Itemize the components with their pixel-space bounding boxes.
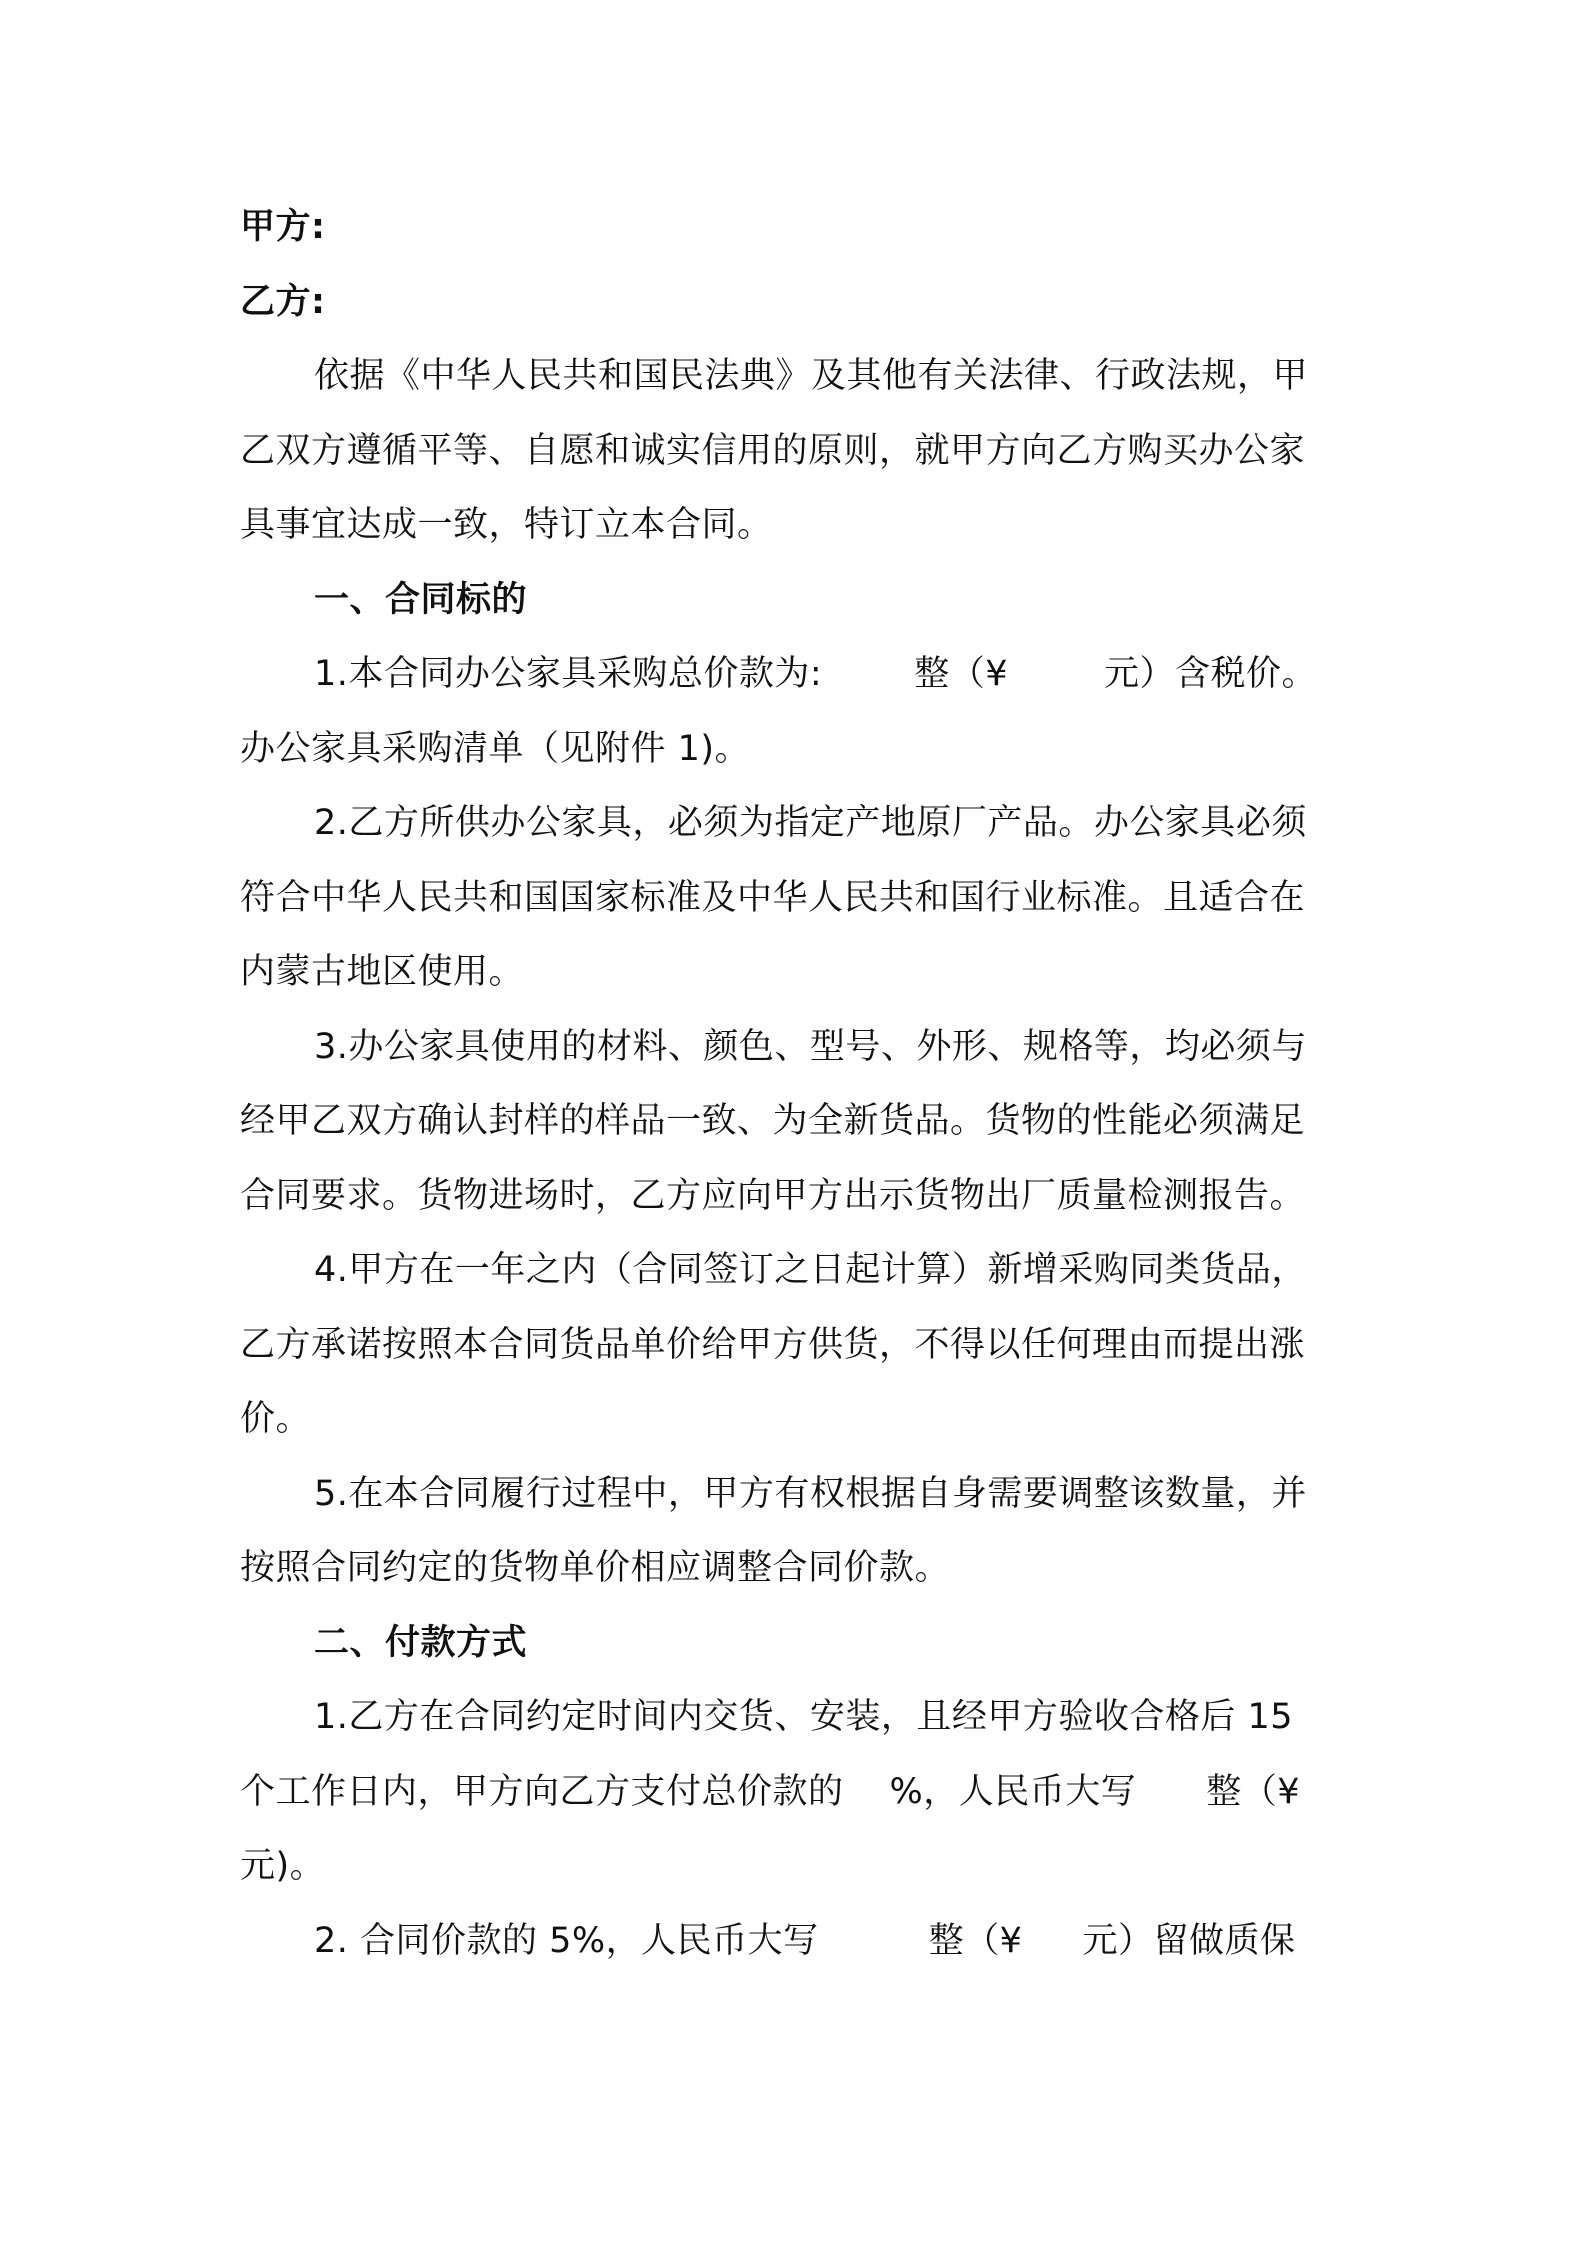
clause-line: 元)。 xyxy=(240,1846,326,1886)
section-2-heading: 二、付款方式 xyxy=(314,1622,528,1663)
clause-text: 整（¥ xyxy=(1206,1771,1301,1812)
clause-line xyxy=(240,1904,1356,1979)
party-a-label: 甲方: xyxy=(240,207,326,247)
clause-line: 5.在本合同履行过程中，甲方有权根据自身需要调整该数量，并 xyxy=(314,1473,1307,1514)
clause-text: 元）留做质保 xyxy=(1082,1920,1296,1961)
clause-1-3 xyxy=(240,1010,1356,1234)
clause-text: 1.本合同办公家具采购总价款为: xyxy=(314,654,823,694)
preamble-line: 依据《中华人民共和国民法典》及其他有关法律、行政法规，甲 xyxy=(314,356,1309,396)
clause-line xyxy=(240,637,1356,712)
clause-2-2 xyxy=(240,1904,1356,1979)
clause-line: 合同要求。货物进场时，乙方应向甲方出示货物出厂质量检测报告。 xyxy=(240,1175,1306,1216)
clause-line: 按照合同约定的货物单价相应调整合同价款。 xyxy=(240,1548,951,1588)
clause-2-1 xyxy=(240,1680,1356,1904)
clause-1-4 xyxy=(240,1233,1356,1457)
clause-1-2 xyxy=(240,786,1356,1010)
preamble-paragraph xyxy=(240,339,1356,563)
clause-1-5 xyxy=(240,1457,1356,1606)
clause-line: 4.甲方在一年之内（合同签订之日起计算）新增采购同类货品， xyxy=(314,1250,1307,1290)
party-b-label: 乙方: xyxy=(240,281,326,322)
clause-line: 乙方承诺按照本合同货品单价给甲方供货，不得以任何理由而提出涨 xyxy=(240,1324,1306,1365)
clause-line: 办公家具采购清单（见附件 1)。 xyxy=(240,728,751,769)
clause-1-1 xyxy=(240,637,1356,786)
clause-line: 内蒙古地区使用。 xyxy=(240,952,525,992)
clause-line: 经甲乙双方确认封样的样品一致、为全新货品。货物的性能必须满足 xyxy=(240,1101,1306,1141)
clause-line: 符合中华人民共和国国家标准及中华人民共和国行业标准。且适合在 xyxy=(240,877,1306,918)
clause-line: 价。 xyxy=(240,1399,312,1439)
section-1-heading: 一、合同标的 xyxy=(314,579,528,620)
clause-text: 个工作日内，甲方向乙方支付总价款的 xyxy=(240,1771,844,1812)
clause-text: %，人民币大写 xyxy=(889,1771,1137,1812)
clause-line xyxy=(240,1755,1356,1830)
preamble-line: 具事宜达成一致，特订立本合同。 xyxy=(240,505,773,545)
contract-body xyxy=(240,190,1356,1978)
preamble-line: 乙双方遵循平等、自愿和诚实信用的原则，就甲方向乙方购买办公家 xyxy=(240,430,1306,471)
clause-text: 整（¥ xyxy=(928,1920,1023,1961)
clause-text: 元）含税价。 xyxy=(1103,654,1317,694)
clause-line: 1.乙方在合同约定时间内交货、安装，且经甲方验收合格后 15 xyxy=(314,1697,1294,1737)
clause-text: 2. 合同价款的 5%，人民币大写 xyxy=(314,1920,819,1961)
clause-line: 2.乙方所供办公家具，必须为指定产地原厂产品。办公家具必须 xyxy=(314,803,1307,843)
clause-text: 整（¥ xyxy=(914,654,1008,694)
clause-line: 3.办公家具使用的材料、颜色、型号、外形、规格等，均必须与 xyxy=(314,1026,1307,1067)
